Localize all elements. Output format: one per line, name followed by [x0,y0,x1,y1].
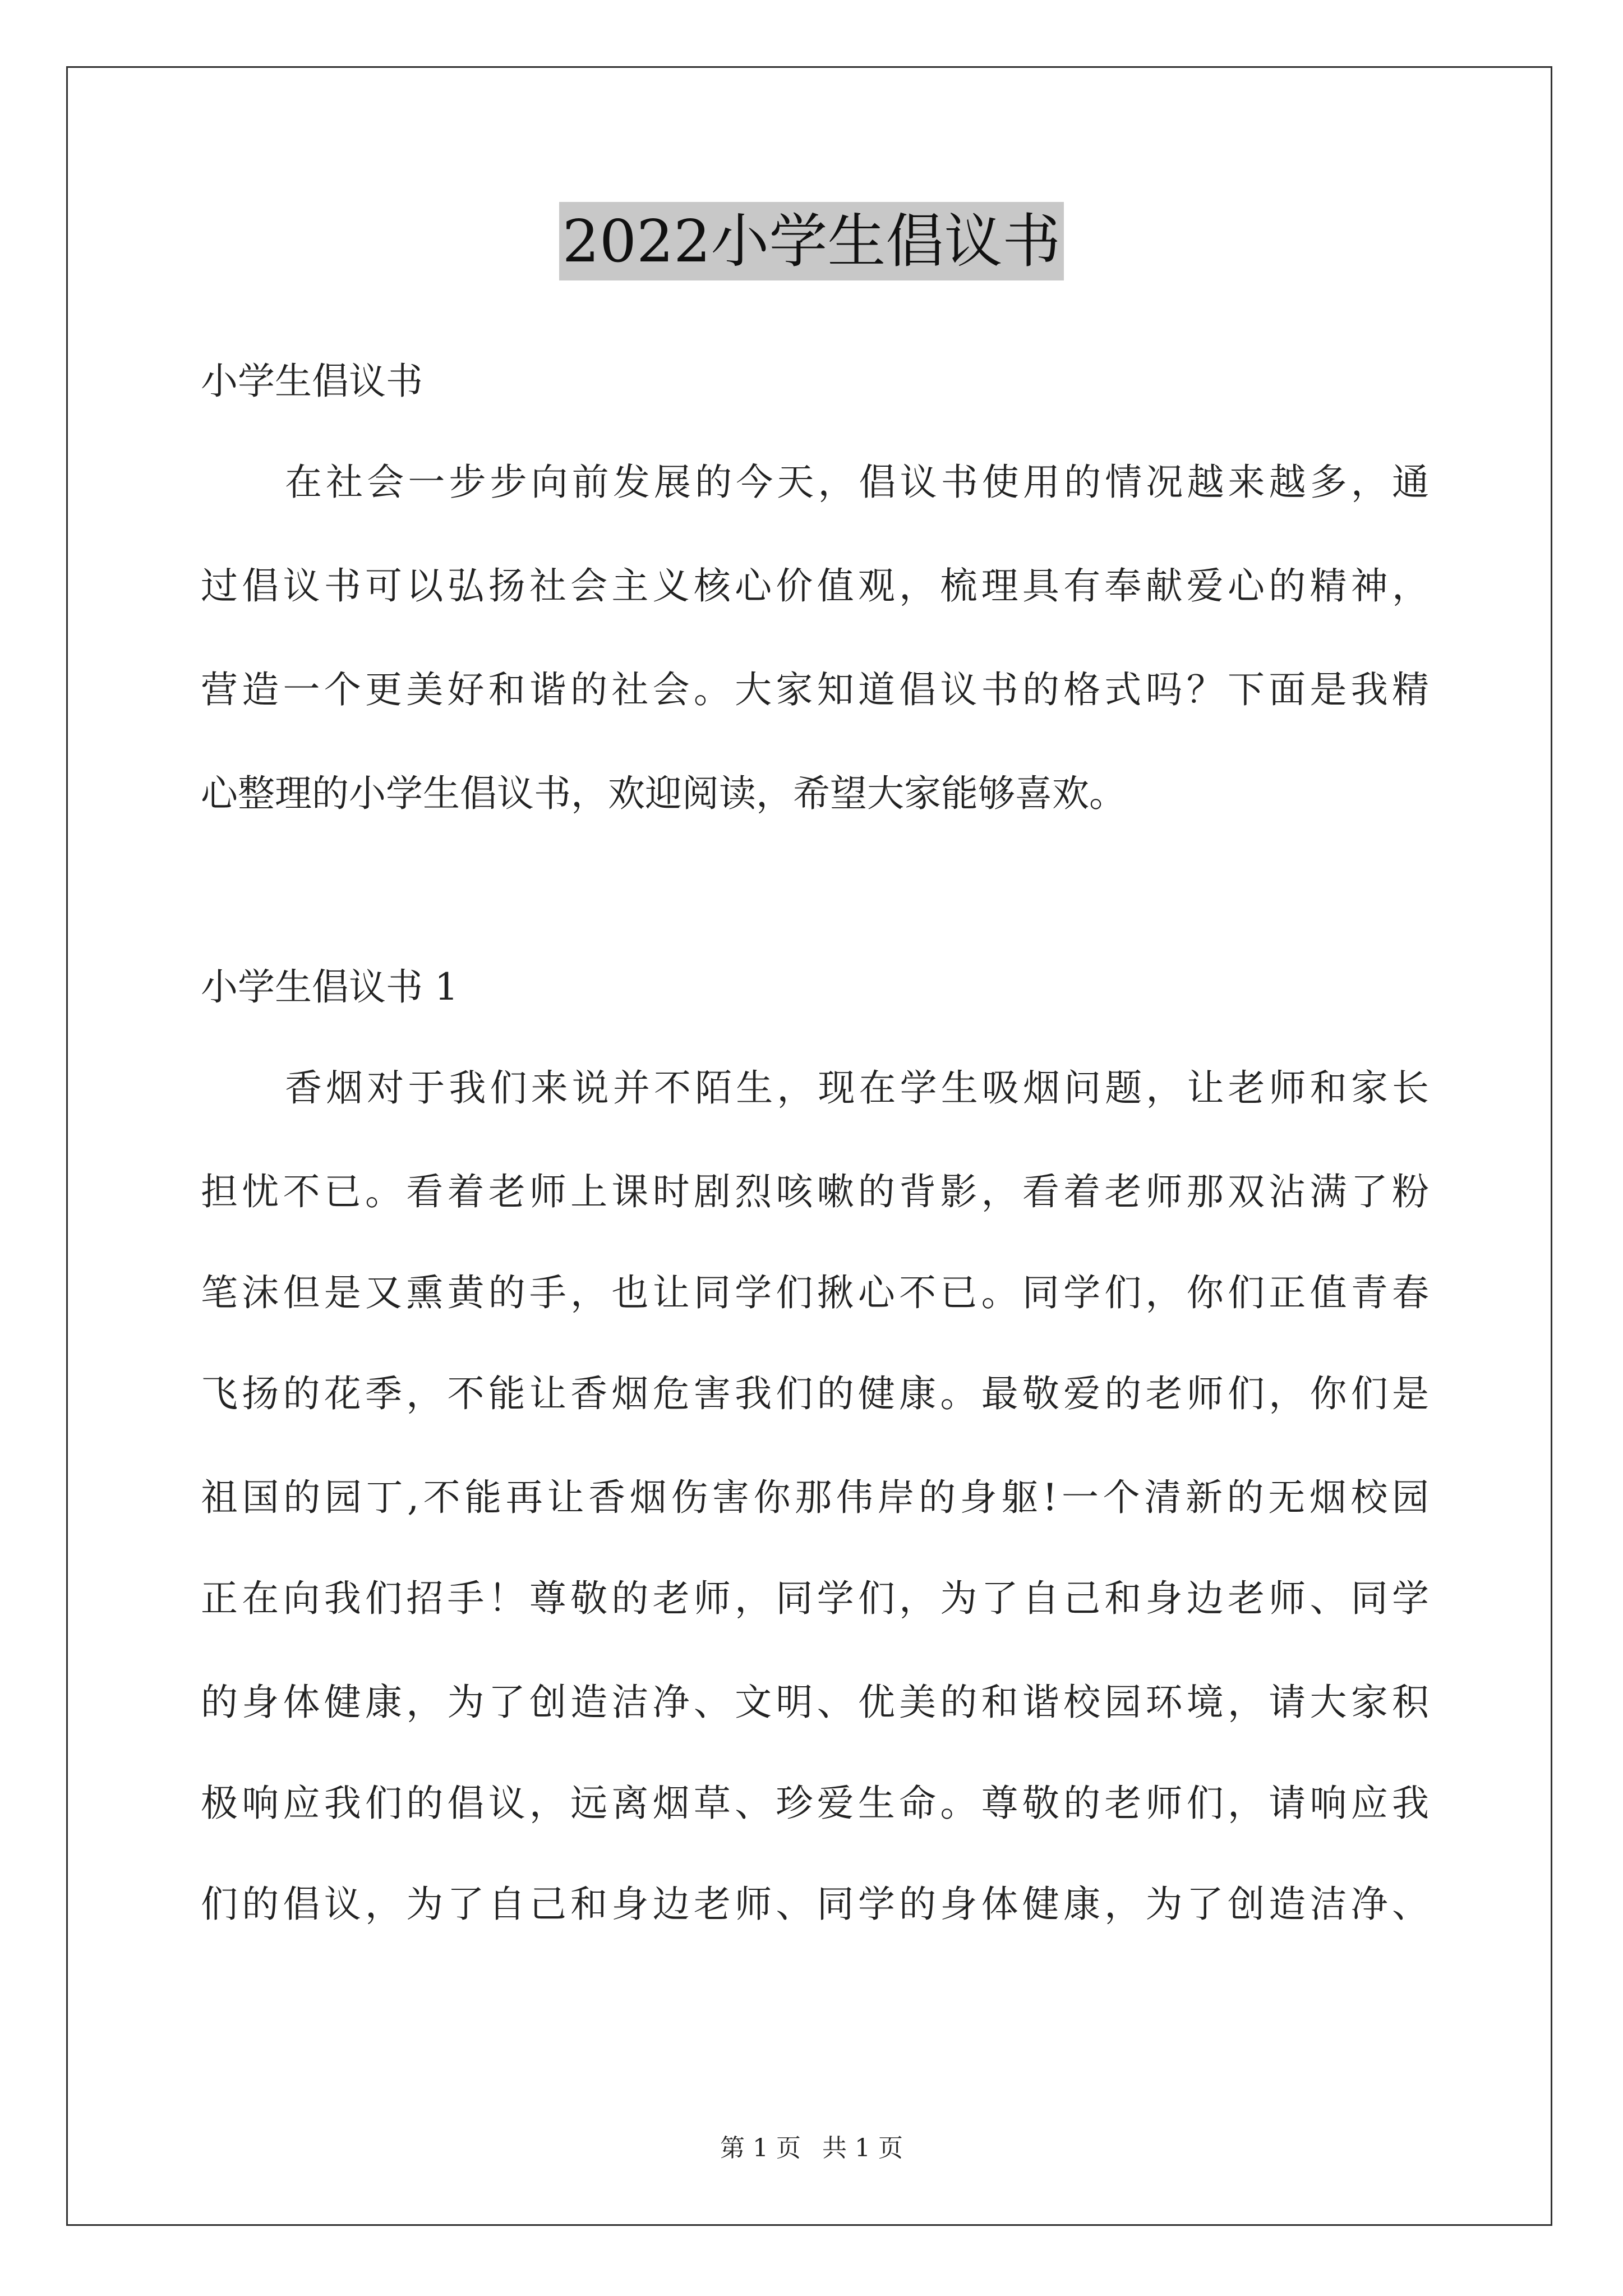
page-number: 第 1 页 [720,2134,801,2162]
paragraph-line: 营造一个更美好和谐的社会。大家知道倡议书的格式吗？下面是我精 [201,668,1429,711]
document-title: 2022小学生倡议书 [559,202,1064,280]
paragraph-line: 担忧不已。看着老师上课时剧烈咳嗽的背影，看着老师那双沾满了粉 [201,1170,1429,1213]
paragraph-line: 们的倡议，为了自己和身边老师、同学的身体健康，为了创造洁净、 [201,1883,1429,1926]
section-1-heading: 小学生倡议书 1 [201,965,458,1009]
page-footer [0,2132,1623,2165]
paragraph-line: 的身体健康，为了创造洁净、文明、优美的和谐校园环境，请大家积 [201,1681,1429,1724]
paragraph-line: 极响应我们的倡议，远离烟草、珍爱生命。尊敬的老师们，请响应我 [201,1782,1429,1825]
paragraph-line: 在社会一步步向前发展的今天，倡议书使用的情况越来越多，通 [285,461,1429,504]
paragraph-line: 心整理的小学生倡议书，欢迎阅读，希望大家能够喜欢。 [201,772,1126,815]
paragraph-line: 香烟对于我们来说并不陌生，现在学生吸烟问题，让老师和家长 [285,1066,1429,1110]
paragraph-line: 祖国的园丁,不能再让香烟伤害你那伟岸的身躯!一个清新的无烟校园 [201,1476,1429,1519]
paragraph-line: 正在向我们招手！尊敬的老师，同学们，为了自己和身边老师、同学 [201,1577,1429,1620]
page-total: 共 1 页 [822,2134,903,2162]
paragraph-line: 笔沫但是又熏黄的手，也让同学们揪心不已。同学们，你们正值青春 [201,1271,1429,1314]
title-container [0,202,1623,280]
paragraph-line: 飞扬的花季，不能让香烟危害我们的健康。最敬爱的老师们，你们是 [201,1372,1429,1415]
intro-heading: 小学生倡议书 [201,360,423,403]
paragraph-line: 过倡议书可以弘扬社会主义核心价值观，梳理具有奉献爱心的精神， [201,564,1429,608]
